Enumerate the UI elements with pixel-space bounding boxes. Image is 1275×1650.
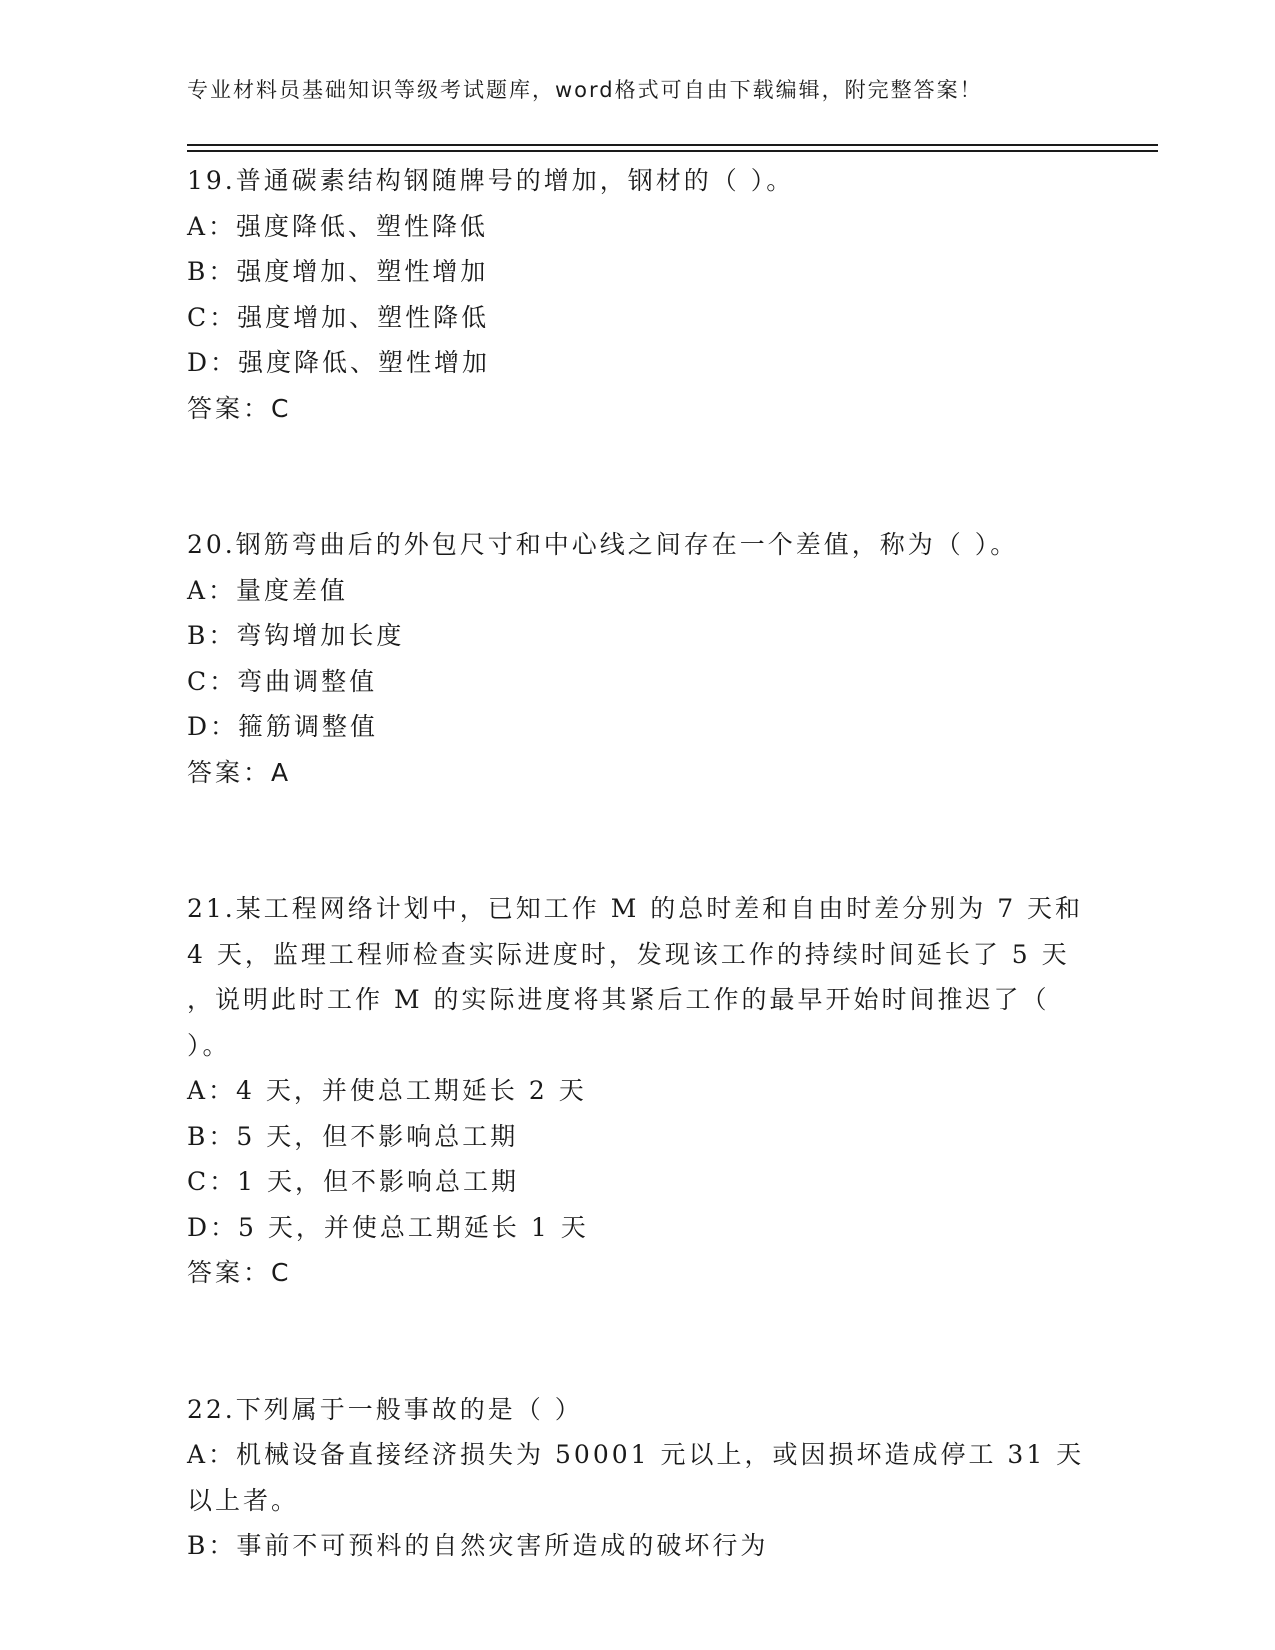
option-a-line-1: A：机械设备直接经济损失为 50001 元以上，或因损坏造成停工 31 天 xyxy=(187,1440,1085,1469)
option-a-line-2: 以上者。 xyxy=(187,1485,300,1515)
question-spacer xyxy=(187,431,1087,522)
question-spacer xyxy=(187,1296,1087,1387)
option-d: D：5 天，并使总工期延长 1 天 xyxy=(187,1212,589,1242)
option-c: C：弯曲调整值 xyxy=(187,666,378,696)
answer-line: 答案：C xyxy=(187,393,292,423)
question-21 xyxy=(187,886,1087,1296)
question-22 xyxy=(187,1387,1087,1569)
question-stem: 19.普通碳素结构钢随牌号的增加，钢材的（ ）。 xyxy=(187,166,795,195)
option-b: B：强度增加、塑性增加 xyxy=(187,257,489,286)
option-c: C：强度增加、塑性降低 xyxy=(187,302,490,332)
option-a: A：量度差值 xyxy=(187,575,349,605)
question-stem: 20.钢筋弯曲后的外包尺寸和中心线之间存在一个差值，称为（ ）。 xyxy=(187,530,1019,559)
question-list xyxy=(187,158,1087,1569)
option-d: D：强度降低、塑性增加 xyxy=(187,348,491,377)
question-stem: 22.下列属于一般事故的是（ ） xyxy=(187,1394,583,1424)
question-spacer xyxy=(187,795,1087,886)
option-b: B：5 天，但不影响总工期 xyxy=(187,1121,519,1151)
answer-line: 答案：A xyxy=(187,757,292,787)
answer-line: 答案：C xyxy=(187,1258,292,1287)
option-b: B：弯钩增加长度 xyxy=(187,621,405,650)
page-header: 专业材料员基础知识等级考试题库，word格式可自由下载编辑，附完整答案！ xyxy=(187,78,983,102)
header-rule-bottom xyxy=(187,150,1158,152)
option-d: D：箍筋调整值 xyxy=(187,712,379,741)
question-stem-line-2: 4 天，监理工程师检查实际进度时，发现该工作的持续时间延长了 5 天 xyxy=(187,939,1070,969)
option-a: A：强度降低、塑性降低 xyxy=(187,211,489,241)
question-stem-line-1: 21.某工程网络计划中，已知工作 M 的总时差和自由时差分别为 7 天和 xyxy=(187,894,1084,923)
question-19 xyxy=(187,158,1087,431)
question-20 xyxy=(187,522,1087,795)
option-c: C：1 天，但不影响总工期 xyxy=(187,1167,519,1196)
option-b: B：事前不可预料的自然灾害所造成的破坏行为 xyxy=(187,1531,769,1560)
question-stem-line-3: ，说明此时工作 M 的实际进度将其紧后工作的最早开始时间推迟了（ xyxy=(187,985,1050,1014)
question-stem-line-4: ）。 xyxy=(187,1030,231,1060)
option-a: A：4 天，并使总工期延长 2 天 xyxy=(187,1076,587,1105)
header-rule-top xyxy=(187,144,1158,146)
